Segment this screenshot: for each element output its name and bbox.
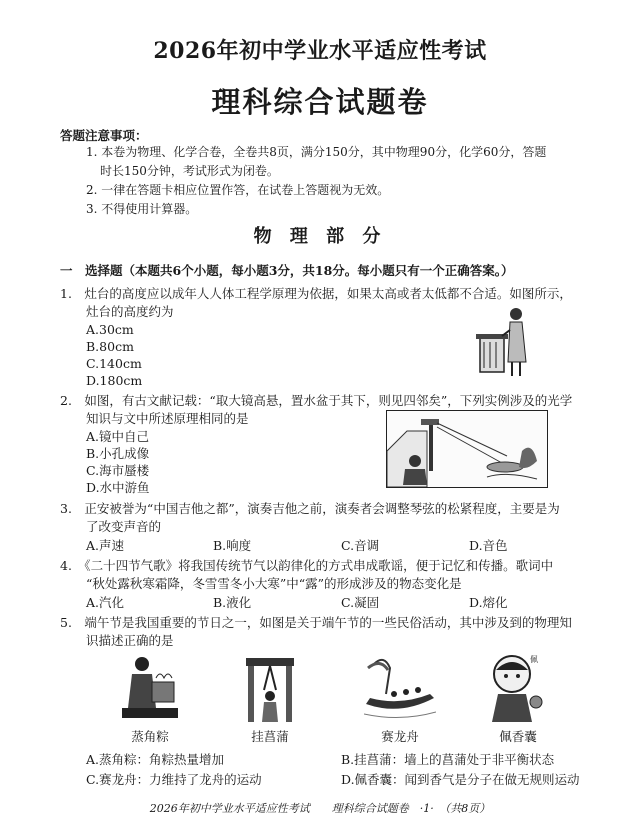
notice-item-1: 1. 本卷为物理、化学合卷，全卷共8页，满分150分，其中物理90分，化学60分，答题: [86, 145, 547, 159]
q1-option-a: A.30cm: [86, 322, 134, 337]
q5-option-d: D.佩香囊：闻到香气是分子在做无规则运动: [341, 772, 580, 787]
q5-caption-1: 蒸角粽: [131, 729, 169, 744]
stove-woman-figure: [470, 300, 540, 380]
q5-option-a: A.蒸角粽：角粽热量增加: [86, 752, 225, 767]
q2-option-d: D.水中游鱼: [86, 480, 150, 495]
part-heading: 一 选择题（本题共6个小题，每小题3分，共18分。每小题只有一个正确答案。）: [60, 263, 514, 278]
q2-option-a: A.镜中自己: [86, 429, 150, 444]
q5-option-c: C.赛龙舟：力维持了龙舟的运动: [86, 772, 262, 787]
q5-line-1: 5. 端午节是我国重要的节日之一，如图是关于端午节的一些民俗活动，其中涉及到的物理知: [60, 615, 572, 630]
q5-option-b: B.挂菖蒲：墙上的菖蒲处于非平衡状态: [341, 752, 555, 767]
exam-title: 2026年初中学业水平适应性考试: [153, 38, 487, 64]
q4-line-2: “秋处露秋寒霜降，冬雪雪冬小大寒”中“露”的形成涉及的物态变化是: [86, 576, 462, 591]
q5-caption-3: 赛龙舟: [381, 729, 419, 744]
hang-calamus-figure: [240, 650, 300, 724]
q4-option-c: C.凝固: [341, 595, 380, 610]
page-footer: 2026年初中学业水平适应性考试 理科综合试题卷 ·1· （共8页）: [149, 802, 491, 815]
q3-line-2: 了改变声音的: [86, 519, 162, 534]
mirror-basin-figure: [386, 410, 548, 488]
q1-line-2: 灶台的高度约为: [86, 304, 174, 319]
q3-option-d: D.音色: [469, 538, 508, 553]
q5-line-2: 识描述正确的是: [86, 633, 174, 648]
steam-zongzi-figure: [118, 652, 180, 722]
notice-item-2: 2. 一律在答题卡相应位置作答，在试卷上答题视为无效。: [86, 183, 390, 197]
q2-line-1: 2. 如图，有古文献记载：“取大镜高悬，置水盆于其下，则见四邻矣”，下列实例涉及的光学: [60, 393, 573, 408]
q1-line-1: 1. 灶台的高度应以成年人人体工程学原理为依据，如果太高或者太低都不合适。如图所示，: [60, 286, 572, 301]
q1-option-d: D.180cm: [86, 373, 143, 388]
q4-line-1: 4. 《二十四节气歌》将我国传统节气以韵律化的方式串成歌谣，便于记忆和传播。歌词中: [60, 558, 554, 573]
notice-item-3: 3. 不得使用计算器。: [86, 202, 198, 216]
q2-option-b: B.小孔成像: [86, 446, 150, 461]
q3-option-c: C.音调: [341, 538, 380, 553]
notice-heading: 答题注意事项：: [60, 128, 148, 143]
q3-option-b: B.响度: [213, 538, 252, 553]
q4-option-d: D.熔化: [469, 595, 508, 610]
q5-caption-2: 挂菖蒲: [251, 729, 289, 744]
svg-text:佩: 佩: [530, 655, 538, 664]
q2-line-2: 知识与文中所述原理相同的是: [86, 411, 249, 426]
q3-option-a: A.声速: [86, 538, 125, 553]
q3-line-1: 3. 正安被誉为“中国吉他之都”，演奏吉他之前，演奏者会调整琴弦的松紧程度，主要是为: [60, 501, 560, 516]
q1-option-c: C.140cm: [86, 356, 142, 371]
section-title: 物 理 部 分: [253, 226, 387, 247]
q1-option-b: B.80cm: [86, 339, 134, 354]
q2-option-c: C.海市蜃楼: [86, 463, 150, 478]
dragon-boat-figure: [364, 654, 436, 722]
sachet-figure: [486, 650, 548, 724]
q4-option-a: A.汽化: [86, 595, 125, 610]
notice-item-1-cont: 时长150分钟，考试形式为闭卷。: [100, 164, 279, 178]
q5-caption-4: 佩香囊: [499, 729, 537, 744]
q4-option-b: B.液化: [213, 595, 252, 610]
exam-subtitle: 理科综合试题卷: [211, 85, 429, 119]
